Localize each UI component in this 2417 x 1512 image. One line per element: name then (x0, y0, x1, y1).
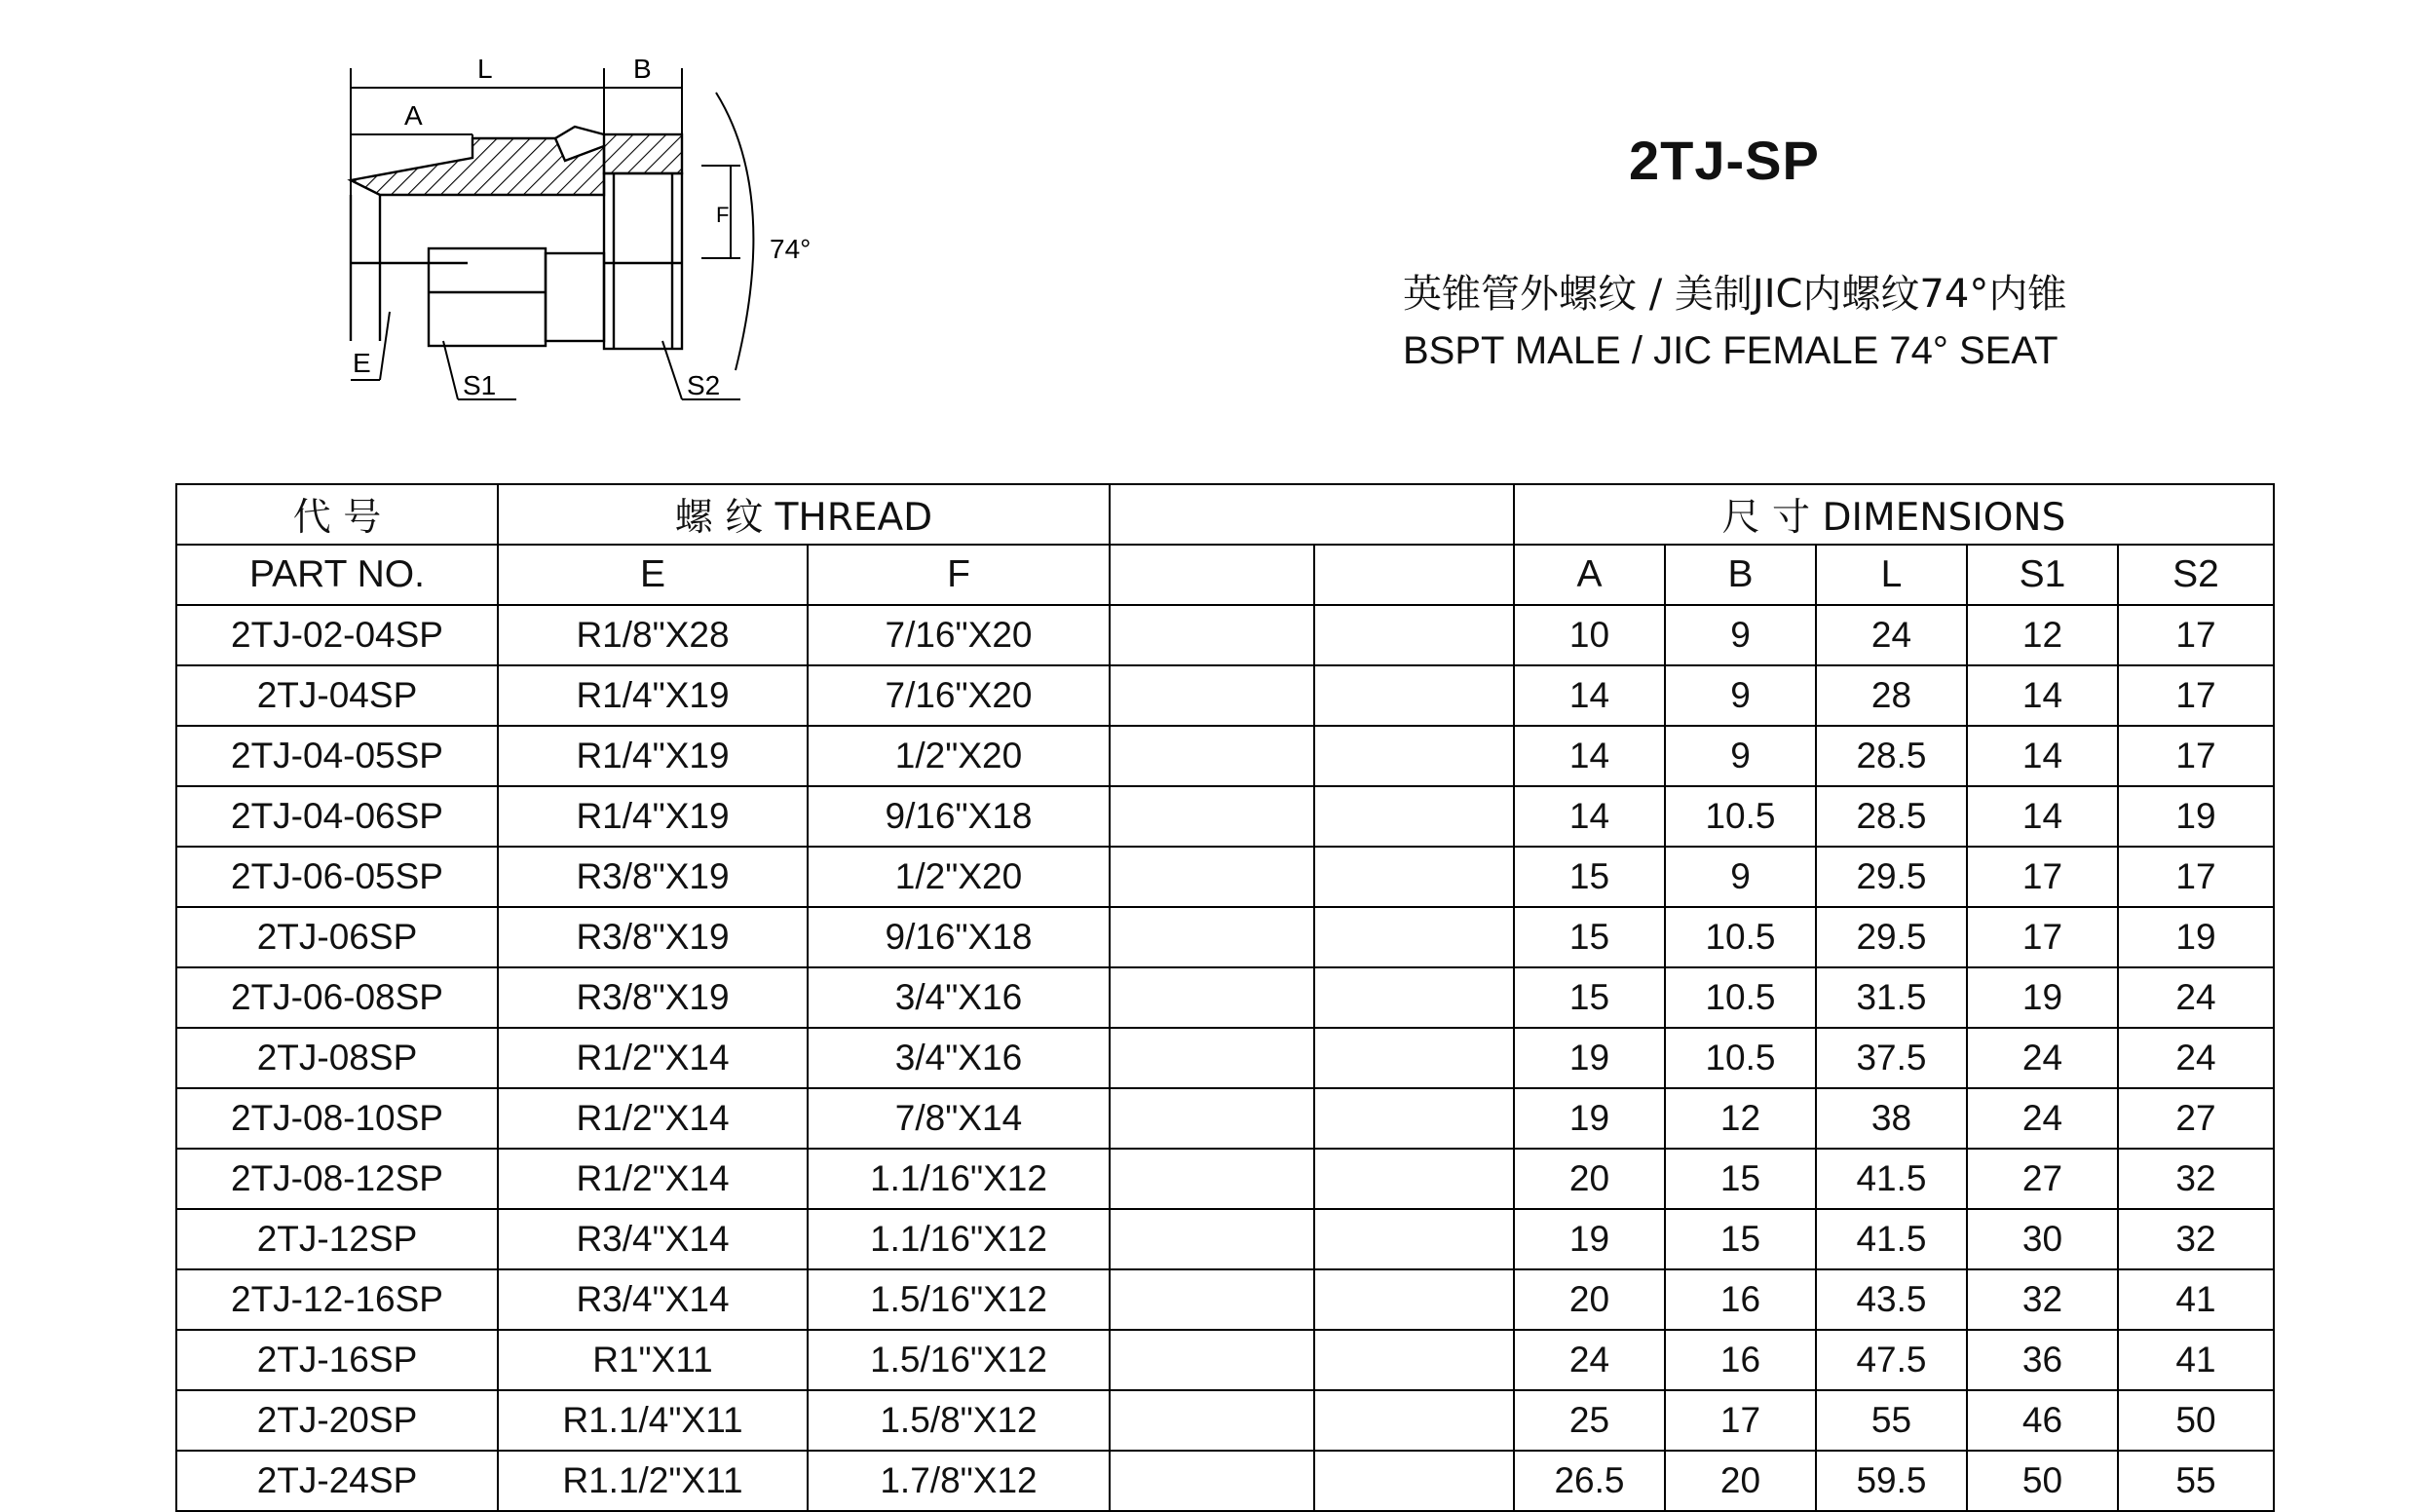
header-col-empty-1 (1110, 545, 1314, 605)
cell-B: 9 (1665, 847, 1816, 907)
cell-S2: 19 (2118, 907, 2274, 967)
cell-L: 24 (1816, 605, 1967, 665)
cell-empty (1314, 605, 1514, 665)
cell-B: 9 (1665, 665, 1816, 726)
header-col-S2: S2 (2118, 545, 2274, 605)
header-col-L: L (1816, 545, 1967, 605)
cell-empty (1314, 1390, 1514, 1451)
cell-A: 26.5 (1514, 1451, 1665, 1511)
cell-A: 15 (1514, 847, 1665, 907)
table-row (176, 1269, 2274, 1330)
table-row (176, 1209, 2274, 1269)
cell-E: R1/4"X19 (498, 726, 808, 786)
cell-empty (1314, 1088, 1514, 1149)
product-subtitle-english: BSPT MALE / JIC FEMALE 74° SEAT (1403, 329, 2058, 372)
cell-E: R1/2"X14 (498, 1149, 808, 1209)
cell-empty (1314, 907, 1514, 967)
table-row (176, 726, 2274, 786)
header-part-no: PART NO. (176, 545, 498, 605)
cell-B: 10.5 (1665, 1028, 1816, 1088)
header-col-F: F (808, 545, 1110, 605)
cell-A: 19 (1514, 1088, 1665, 1149)
header-empty-group (1110, 484, 1514, 545)
cell-E: R1.1/4"X11 (498, 1390, 808, 1451)
cell-empty (1314, 1209, 1514, 1269)
cell-S2: 27 (2118, 1088, 2274, 1149)
table-row (176, 786, 2274, 847)
cell-S2: 41 (2118, 1269, 2274, 1330)
cell-S1: 50 (1967, 1451, 2118, 1511)
cell-L: 43.5 (1816, 1269, 1967, 1330)
cell-empty (1110, 1028, 1314, 1088)
cell-S1: 14 (1967, 726, 2118, 786)
header-col-empty-2 (1314, 545, 1514, 605)
cell-B: 20 (1665, 1451, 1816, 1511)
cell-F: 7/16"X20 (808, 665, 1110, 726)
cell-B: 16 (1665, 1330, 1816, 1390)
table-row (176, 847, 2274, 907)
cell-F: 1.7/8"X12 (808, 1451, 1110, 1511)
cell-empty (1110, 1390, 1314, 1451)
cell-L: 47.5 (1816, 1330, 1967, 1390)
cell-F: 1.5/16"X12 (808, 1269, 1110, 1330)
cell-empty (1314, 1028, 1514, 1088)
cell-E: R3/8"X19 (498, 967, 808, 1028)
cell-E: R1/4"X19 (498, 786, 808, 847)
header-part-cn: 代 号 (176, 484, 498, 545)
dim-label-F: F (716, 203, 730, 227)
cell-A: 14 (1514, 665, 1665, 726)
cell-empty (1314, 786, 1514, 847)
cell-B: 15 (1665, 1209, 1816, 1269)
cell-A: 14 (1514, 786, 1665, 847)
cell-part: 2TJ-12SP (176, 1209, 498, 1269)
cell-empty (1314, 665, 1514, 726)
cell-L: 37.5 (1816, 1028, 1967, 1088)
cell-part: 2TJ-06-05SP (176, 847, 498, 907)
cell-F: 7/8"X14 (808, 1088, 1110, 1149)
cell-S2: 32 (2118, 1149, 2274, 1209)
cell-F: 7/16"X20 (808, 605, 1110, 665)
table-row (176, 967, 2274, 1028)
cell-S1: 14 (1967, 786, 2118, 847)
cell-S2: 32 (2118, 1209, 2274, 1269)
table-row (176, 605, 2274, 665)
cell-S1: 24 (1967, 1028, 2118, 1088)
table-row (176, 1330, 2274, 1390)
cell-A: 25 (1514, 1390, 1665, 1451)
cell-part: 2TJ-08-12SP (176, 1149, 498, 1209)
cell-empty (1110, 1330, 1314, 1390)
table-row (176, 1390, 2274, 1451)
cell-S1: 17 (1967, 847, 2118, 907)
cell-L: 29.5 (1816, 847, 1967, 907)
cell-empty (1110, 786, 1314, 847)
dim-label-angle: 74° (770, 234, 812, 264)
cell-E: R3/4"X14 (498, 1269, 808, 1330)
header-col-A: A (1514, 545, 1665, 605)
cell-part: 2TJ-08-10SP (176, 1088, 498, 1149)
dim-label-L: L (477, 54, 493, 84)
cell-S2: 41 (2118, 1330, 2274, 1390)
cell-B: 16 (1665, 1269, 1816, 1330)
cell-L: 41.5 (1816, 1149, 1967, 1209)
cell-F: 1.1/16"X12 (808, 1209, 1110, 1269)
cell-E: R1.1/2"X11 (498, 1451, 808, 1511)
cell-L: 29.5 (1816, 907, 1967, 967)
cell-L: 38 (1816, 1088, 1967, 1149)
table-row (176, 1028, 2274, 1088)
cell-S1: 12 (1967, 605, 2118, 665)
cell-L: 28.5 (1816, 726, 1967, 786)
cell-B: 9 (1665, 605, 1816, 665)
cell-empty (1110, 1088, 1314, 1149)
cell-F: 1.5/16"X12 (808, 1330, 1110, 1390)
table-row (176, 907, 2274, 967)
cell-F: 3/4"X16 (808, 1028, 1110, 1088)
cell-S2: 19 (2118, 786, 2274, 847)
dim-label-S1: S1 (463, 370, 497, 400)
cell-S2: 17 (2118, 726, 2274, 786)
cell-part: 2TJ-06SP (176, 907, 498, 967)
cell-S2: 55 (2118, 1451, 2274, 1511)
cell-empty (1314, 847, 1514, 907)
cell-F: 1/2"X20 (808, 726, 1110, 786)
cell-B: 12 (1665, 1088, 1816, 1149)
cell-E: R3/4"X14 (498, 1209, 808, 1269)
cell-E: R3/8"X19 (498, 907, 808, 967)
cell-empty (1110, 847, 1314, 907)
cell-S1: 24 (1967, 1088, 2118, 1149)
cell-empty (1110, 907, 1314, 967)
cell-B: 15 (1665, 1149, 1816, 1209)
cell-part: 2TJ-08SP (176, 1028, 498, 1088)
product-subtitle-chinese: 英锥管外螺纹 / 美制JIC内螺纹74°内锥 (1403, 272, 2067, 317)
cell-part: 2TJ-04-05SP (176, 726, 498, 786)
cell-L: 41.5 (1816, 1209, 1967, 1269)
cell-empty (1314, 967, 1514, 1028)
header-dimensions-group: 尺 寸 DIMENSIONS (1514, 484, 2274, 545)
cell-F: 1/2"X20 (808, 847, 1110, 907)
dim-label-E: E (353, 348, 371, 378)
cell-F: 1.1/16"X12 (808, 1149, 1110, 1209)
cell-empty (1314, 1330, 1514, 1390)
dim-label-B: B (633, 54, 652, 84)
cell-B: 9 (1665, 726, 1816, 786)
cell-S2: 24 (2118, 1028, 2274, 1088)
cell-B: 10.5 (1665, 786, 1816, 847)
cell-F: 3/4"X16 (808, 967, 1110, 1028)
cell-E: R1/2"X14 (498, 1088, 808, 1149)
cell-S2: 17 (2118, 665, 2274, 726)
cell-part: 2TJ-04SP (176, 665, 498, 726)
dimensions-table (175, 483, 2275, 1512)
cell-S1: 32 (1967, 1269, 2118, 1330)
cell-part: 2TJ-04-06SP (176, 786, 498, 847)
cell-S1: 27 (1967, 1149, 2118, 1209)
cell-L: 59.5 (1816, 1451, 1967, 1511)
cell-S1: 17 (1967, 907, 2118, 967)
cell-A: 20 (1514, 1149, 1665, 1209)
cell-S1: 14 (1967, 665, 2118, 726)
cell-A: 24 (1514, 1330, 1665, 1390)
cell-A: 10 (1514, 605, 1665, 665)
cell-part: 2TJ-06-08SP (176, 967, 498, 1028)
cell-empty (1110, 1209, 1314, 1269)
cell-L: 28.5 (1816, 786, 1967, 847)
cell-empty (1110, 665, 1314, 726)
cell-A: 15 (1514, 907, 1665, 967)
product-title: 2TJ-SP (1629, 130, 1820, 191)
cell-A: 20 (1514, 1269, 1665, 1330)
cell-empty (1110, 1149, 1314, 1209)
table-row (176, 1451, 2274, 1511)
cell-part: 2TJ-12-16SP (176, 1269, 498, 1330)
cell-F: 9/16"X18 (808, 786, 1110, 847)
cell-L: 31.5 (1816, 967, 1967, 1028)
cell-S1: 46 (1967, 1390, 2118, 1451)
cell-A: 14 (1514, 726, 1665, 786)
cell-part: 2TJ-16SP (176, 1330, 498, 1390)
cell-L: 28 (1816, 665, 1967, 726)
cell-part: 2TJ-20SP (176, 1390, 498, 1451)
cell-empty (1110, 1269, 1314, 1330)
header-col-E: E (498, 545, 808, 605)
cell-S1: 30 (1967, 1209, 2118, 1269)
header-col-B: B (1665, 545, 1816, 605)
cell-S1: 19 (1967, 967, 2118, 1028)
cell-empty (1110, 605, 1314, 665)
cell-L: 55 (1816, 1390, 1967, 1451)
cell-E: R1/8"X28 (498, 605, 808, 665)
cell-E: R3/8"X19 (498, 847, 808, 907)
cell-B: 17 (1665, 1390, 1816, 1451)
header-thread-group: 螺 纹 THREAD (498, 484, 1110, 545)
table-row (176, 1149, 2274, 1209)
cell-empty (1110, 967, 1314, 1028)
table-row (176, 1088, 2274, 1149)
dim-label-A: A (404, 100, 423, 131)
cell-empty (1314, 1149, 1514, 1209)
cell-E: R1/2"X14 (498, 1028, 808, 1088)
cell-part: 2TJ-02-04SP (176, 605, 498, 665)
cell-A: 19 (1514, 1028, 1665, 1088)
cell-part: 2TJ-24SP (176, 1451, 498, 1511)
cell-E: R1/4"X19 (498, 665, 808, 726)
cell-empty (1314, 726, 1514, 786)
cell-F: 9/16"X18 (808, 907, 1110, 967)
cell-B: 10.5 (1665, 967, 1816, 1028)
cell-S2: 17 (2118, 847, 2274, 907)
cell-empty (1110, 1451, 1314, 1511)
cell-empty (1110, 726, 1314, 786)
fitting-drawing (321, 49, 848, 429)
table-header-row-1 (176, 484, 2274, 545)
dim-label-S2: S2 (687, 370, 721, 400)
table-header-row-2 (176, 545, 2274, 605)
cell-S1: 36 (1967, 1330, 2118, 1390)
header-col-S1: S1 (1967, 545, 2118, 605)
cell-B: 10.5 (1665, 907, 1816, 967)
cell-empty (1314, 1269, 1514, 1330)
table-row (176, 665, 2274, 726)
cell-F: 1.5/8"X12 (808, 1390, 1110, 1451)
cell-S2: 24 (2118, 967, 2274, 1028)
cell-S2: 50 (2118, 1390, 2274, 1451)
cell-A: 15 (1514, 967, 1665, 1028)
cell-E: R1"X11 (498, 1330, 808, 1390)
cell-A: 19 (1514, 1209, 1665, 1269)
fitting-body (351, 127, 682, 349)
cell-S2: 17 (2118, 605, 2274, 665)
cell-empty (1314, 1451, 1514, 1511)
